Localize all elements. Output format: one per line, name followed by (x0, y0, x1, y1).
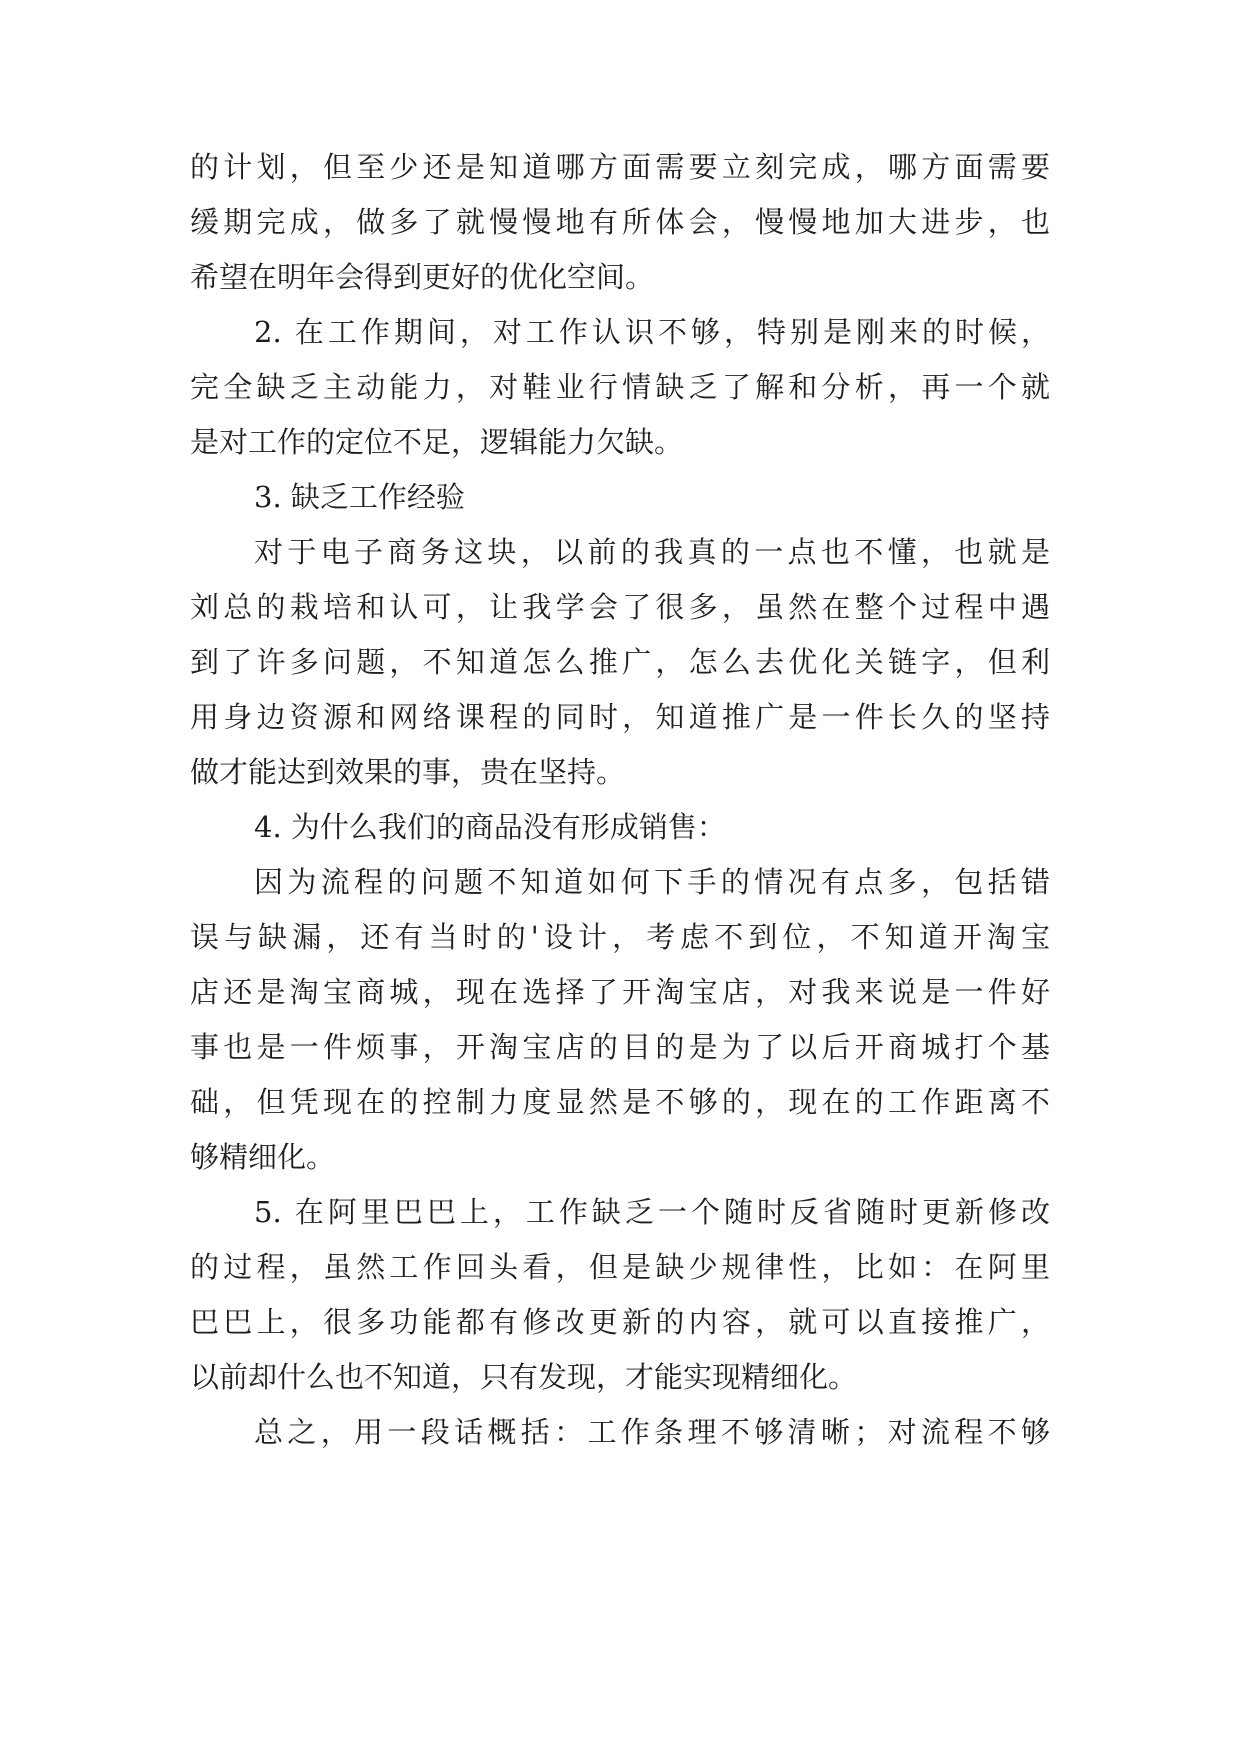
text-line: 以前却什么也不知道，只有发现，才能实现精细化。 (190, 1360, 858, 1394)
text-line: 误与缺漏，还有当时的'设计，考虑不到位，不知道开淘宝 (190, 920, 1050, 954)
text-line: 4. 为什么我们的商品没有形成销售： (254, 810, 726, 844)
text-line: 的计划，但至少还是知道哪方面需要立刻完成，哪方面需要 (190, 150, 1050, 184)
text-line: 事也是一件烦事，开淘宝店的目的是为了以后开商城打个基 (190, 1030, 1050, 1064)
text-line: 是对工作的定位不足，逻辑能力欠缺。 (190, 425, 684, 459)
text-line: 础，但凭现在的控制力度显然是不够的，现在的工作距离不 (190, 1085, 1050, 1119)
text-line: 5. 在阿里巴巴上，工作缺乏一个随时反省随时更新修改 (254, 1195, 1050, 1229)
text-line: 到了许多问题，不知道怎么推广，怎么去优化关链字，但利 (190, 645, 1050, 679)
text-line: 对于电子商务这块，以前的我真的一点也不懂，也就是 (254, 535, 1050, 569)
text-line: 因为流程的问题不知道如何下手的情况有点多，包括错 (254, 865, 1050, 899)
text-line: 做才能达到效果的事，贵在坚持。 (190, 755, 626, 789)
text-line: 2. 在工作期间，对工作认识不够，特别是刚来的时候， (254, 315, 1050, 349)
text-line: 店还是淘宝商城，现在选择了开淘宝店，对我来说是一件好 (190, 975, 1050, 1009)
text-line: 用身边资源和网络课程的同时，知道推广是一件长久的坚持 (190, 700, 1050, 734)
text-line: 够精细化。 (190, 1140, 336, 1174)
text-line: 的过程，虽然工作回头看，但是缺少规律性，比如：在阿里 (190, 1250, 1050, 1284)
text-line: 3. 缺乏工作经验 (254, 480, 465, 514)
text-line: 完全缺乏主动能力，对鞋业行情缺乏了解和分析，再一个就 (190, 370, 1050, 404)
text-line: 希望在明年会得到更好的优化空间。 (190, 260, 655, 294)
text-line: 缓期完成，做多了就慢慢地有所体会，慢慢地加大进步，也 (190, 205, 1050, 239)
text-line: 巴巴上，很多功能都有修改更新的内容，就可以直接推广， (190, 1305, 1050, 1339)
text-line: 刘总的栽培和认可，让我学会了很多，虽然在整个过程中遇 (190, 590, 1050, 624)
text-line: 总之，用一段话概括：工作条理不够清晰；对流程不够 (254, 1415, 1050, 1449)
